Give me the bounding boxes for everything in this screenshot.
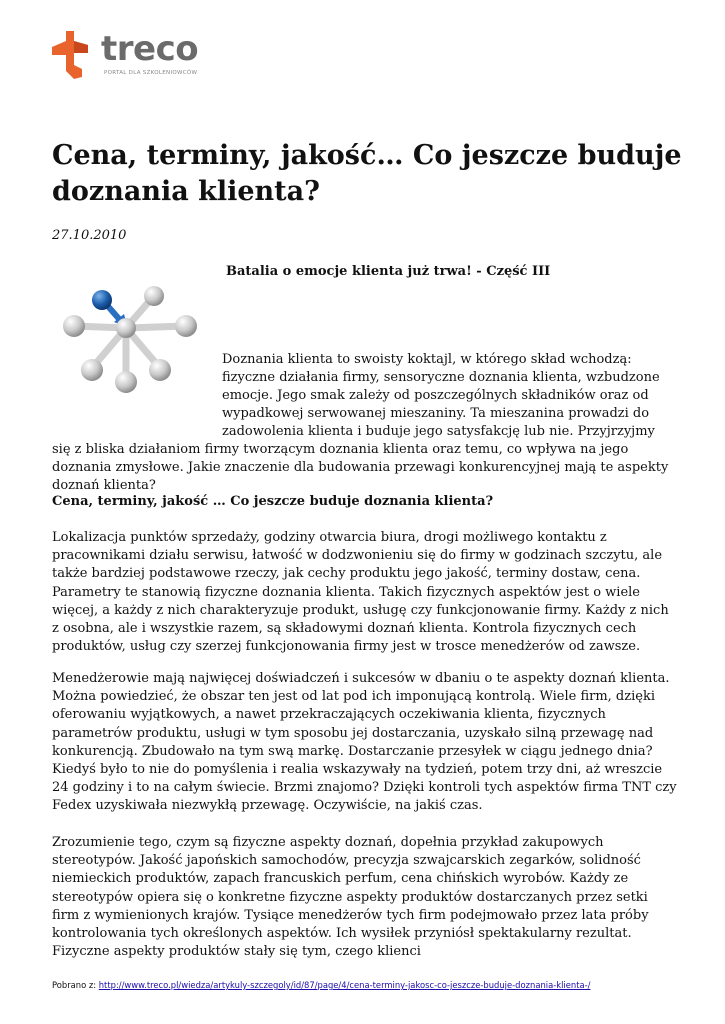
article-date: 27.10.2010 <box>52 228 127 243</box>
source-footer <box>52 980 590 990</box>
source-link[interactable]: http://www.treco.pl/wiedza/artykuly-szczegoly/id/87/page/4/cena-terminy-jakosc-co-jeszcze-buduje-doznania-klienta-/ <box>98 980 591 990</box>
paragraph-2: Menedżerowie mają najwięcej doświadczeń i sukcesów w dbaniu o te aspekty doznań klienta. Można powiedzieć, że obszar ten jest od lat pod ich imponującą kontrolą. Wiele firm, dzięki oferowaniu wyjątkowych, a nawet przekraczających oczekiwania klienta, fizycznych parametrów produktu, usługi w tym sposobu jej dostarczania, uzyskało silną przewagę nad konkurencją. Zbudowało na tym swą markę. Dostarczanie przesyłek w ciągu jednego dnia? Kiedyś było to nie do pomyślenia i realia wskazywały na tydzień, potem trzy dni, aż wreszcie 24 godziny i to na całym świecie. Brzmi znajomo? Dzięki kontroli tych aspektów firma TNT czy Fedex uzyskiwała niezwykłą przewagę. Oczywiście, na jakiś czas. <box>52 671 677 814</box>
article-title: Cena, terminy, jakość… Co jeszcze buduje doznania klienta? <box>52 140 682 207</box>
paragraph-1: Lokalizacja punktów sprzedaży, godziny otwarcia biura, drogi możliwego kontaktu z pracownikami działu serwisu, łatwość w dodzwonieniu się do firmy w godzinach szczytu, ale także bardziej podstawowe rzeczy, jak cechy produktu jego jakość, terminy dostaw, cena. Parametry te stanowią fizyczne doznania klienta. Takich fizycznych aspektów jest o wiele więcej, a każdy z nich charakteryzuje produkt, usługę czy funkcjonowanie firmy. Każdy z nich z osobna, ale i wszystkie razem, są składowymi doznań klienta. Kontrola fizycznych cech produktów, usług czy szerzej funkcjonowania firmy jest w trosce menedżerów od zawsze. <box>52 530 669 655</box>
treco-logo[interactable] <box>52 31 212 81</box>
section-heading: Cena, terminy, jakość … Co jeszcze buduje doznania klienta? <box>52 494 494 509</box>
logo-wordmark: treco <box>101 29 199 69</box>
article-subtitle: Batalia o emocje klienta już trwa! - Część III <box>226 264 551 279</box>
intro-text: Doznania klienta to swoisty koktajl, w którego skład wchodzą: fizyczne działania firmy, sensoryczne doznania klienta, wzbudzone emocje. Jego smak zależy od poszczególnych składników oraz od wypadkowej serwowanej mieszaniny. Ta mieszanina prowadzi do zadowolenia klienta i buduje jego satysfakcję lub nie. Przyjrzyjmy się z bliska działaniom firmy tworzącym doznania klienta oraz temu, co wpływa na jego doznania zmysłowe. Jakie znaczenie dla budowania przewagi konkurencyjnej mają te aspekty doznań klienta? <box>52 352 669 493</box>
intro-paragraph <box>52 351 674 495</box>
footer-prefix: Pobrano z: <box>52 980 99 990</box>
logo-tagline: PORTAL DLA SZKOLENIOWCÓW <box>104 70 198 76</box>
paragraph-3: Zrozumienie tego, czym są fizyczne aspekty doznań, dopełnia przykład zakupowych stereotypów. Jakość japońskich samochodów, precyzja szwajcarskich zegarków, solidność niemieckich produktów, zapach francuskich perfum, cena chińskich wyrobów. Każdy ze stereotypów opiera się o konkretne fizyczne aspekty produktów dostarczanych przez setki firm z wymienionych krajów. Tysiące menedżerów tych firm podejmowało przez lata próby kontrolowania tych określonych aspektów. Ich wysiłek przyniósł spektakularny rezultat. Fizyczne aspekty produktów stały się tym, czego klienci <box>52 835 649 960</box>
treco-logo-mark-icon <box>52 31 92 79</box>
